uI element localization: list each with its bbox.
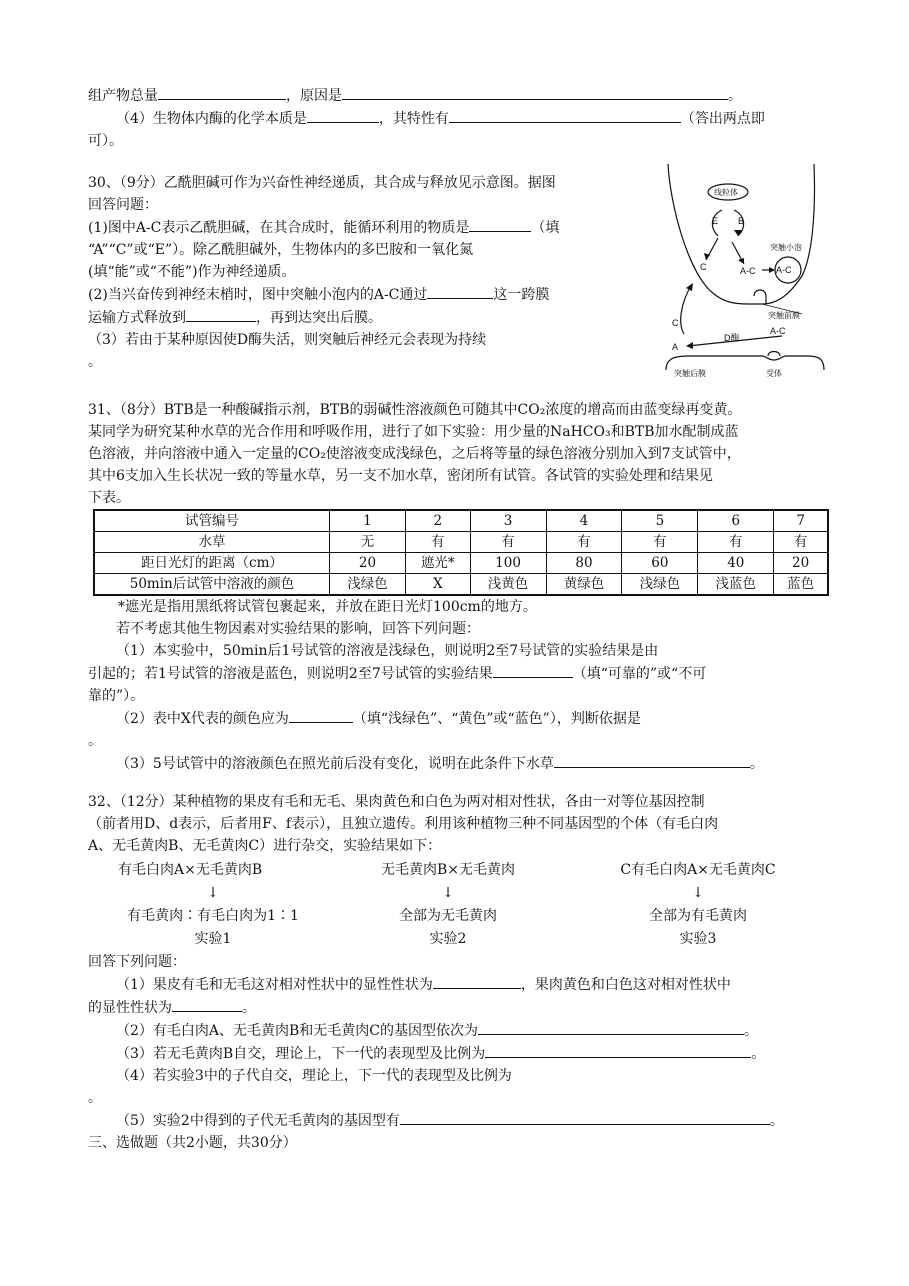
- q30-part3: （3）若由于某种原因使D酶失活，则突触后神经元会表现为持续: [88, 332, 487, 348]
- answer-blank[interactable]: [186, 306, 256, 322]
- table-note: *遮光是指用黑纸将试管包裹起来，并放在距日光灯100cm的地方。: [118, 599, 537, 615]
- answer-blank[interactable]: [342, 84, 728, 100]
- table-row: 水草 无 有 有 有 有 有 有: [94, 532, 828, 553]
- q29-part4: （4）生物体内酶的化学本质是 ，其特性有 （答出两点即: [88, 107, 828, 130]
- answer-blank[interactable]: [433, 973, 521, 989]
- q30-stem: 30、（9分）乙酰胆碱可作为兴奋性神经递质，其合成与释放见示意图。据图: [88, 175, 556, 191]
- q31-part3: （3）5号试管中的溶液颜色在照光前后没有变化，说明在此条件下水草 。: [88, 752, 828, 775]
- label-c-top: C: [700, 262, 707, 272]
- question-31: 31、（8分）BTB是一种酸碱指示剂，BTB的弱碱性溶液颜色可随其中CO₂浓度的增高而由蓝变绿再变黄。 某同学为研究某种水草的光合作用和呼吸作用，进行了如下实验：用少量的NaHCO₃和BTB加水配制成蓝 色溶液，并向溶液中通入一定量的CO₂使溶液变成浅绿色，之后将等量的绿色溶液分别加入到7支试管中， 其中6支加入生长状况一致的等量水草，另一支不加水草，密闭所有试管。各试管的实验处理和结果见 下表。 试管编号 1 2 3 4 5 6 7 水草 无 有 有 有 有 有 有 距日光灯的距离（cm） 20 遮光* 100 80 60 40 20 50min后试管中溶液的颜色 浅绿色 X 浅黄色 黄绿色 浅绿色 浅蓝色 蓝色 *遮光是指用黑纸将试管包裹起来，并放在距日光灯100cm的地方。 若不考虑其他生物因素对实验结果的影响，回答下列问题： （1）本实验中，50min后1号试管的溶液是浅绿色，则说明2至7号试管的实验结果是由 引起的；若1号试管的溶液是蓝色，则说明2至7号试管的实验结果 （填“可靠的”或“不可 靠的”）。 （2）表中X代表的颜色应为 （填“浅绿色”、“黄色”或“蓝色”），判断依据是 。 （3）5号试管中的溶液颜色在照光前后没有变化，说明在此条件下水草 。: [88, 399, 828, 775]
- answer-blank[interactable]: [554, 752, 750, 768]
- label-b: B: [738, 216, 745, 226]
- answer-blank[interactable]: [307, 107, 379, 123]
- table-row: 试管编号 1 2 3 4 5 6 7: [94, 510, 828, 532]
- answer-blank[interactable]: [427, 283, 493, 299]
- section-heading: 三、选做题（共2小题，共30分）: [88, 1135, 297, 1151]
- q32-part1: （1）果皮有毛和无毛这对相对性状中的显性性状为 ，果肉黄色和白色这对相对性状中: [88, 973, 828, 996]
- q30-part2: (2)当兴奋传到神经末梢时，图中突触小泡内的A-C通过 这一跨膜: [88, 283, 648, 306]
- q29-continuation: 组产物总量 ，原因是 。: [88, 84, 828, 107]
- q32-part5: （5）实验2中得到的子代无毛黄肉的基因型有 。: [88, 1109, 828, 1132]
- receptor-label: 受体: [766, 369, 782, 378]
- d-enzyme-label: D酶: [724, 333, 740, 343]
- label-ac-cleft: A-C: [770, 326, 786, 336]
- q32-part3: （3）若无毛黄肉B自交，理论上，下一代的表现型及比例为 。: [88, 1042, 828, 1065]
- table-row: 50min后试管中溶液的颜色 浅绿色 X 浅黄色 黄绿色 浅绿色 浅蓝色 蓝色: [94, 574, 828, 596]
- synapse-diagram: [662, 164, 830, 382]
- q29-part4-end: 可）。: [88, 133, 123, 149]
- answer-blank[interactable]: [172, 996, 242, 1012]
- label-a: A: [672, 342, 679, 352]
- presynaptic-membrane-label: 突触前膜: [768, 311, 800, 320]
- postsynaptic-membrane-label: 突触后膜: [674, 369, 706, 378]
- q30-part1: (1)图中A-C表示乙酰胆碱，在其合成时，能循环利用的物质是 （填: [88, 216, 648, 239]
- label-e: E: [712, 216, 719, 226]
- q31-part2: （2）表中X代表的颜色应为 （填“浅绿色”、“黄色”或“蓝色”），判断依据是: [88, 707, 828, 730]
- answer-blank[interactable]: [158, 84, 286, 100]
- answer-blank[interactable]: [449, 107, 681, 123]
- answer-blank[interactable]: [478, 1019, 744, 1035]
- answer-blank[interactable]: [289, 707, 353, 723]
- experiment-2: 无毛黄肉B×无毛黄肉 ↓ 全部为无毛黄肉 实验2: [380, 862, 516, 947]
- mitochondrion-label: 线粒体: [714, 188, 738, 197]
- label-ac-vesicle: A-C: [776, 265, 792, 275]
- experiment-3: C有毛白肉A×无毛黄肉C ↓ 全部为有毛黄肉 实验3: [620, 862, 776, 947]
- vesicle-label: 突触小泡: [770, 243, 802, 252]
- question-32: 32、（12分）某种植物的果皮有毛和无毛、果肉黄色和白色为两对相对性状，各由一对等位基因控制 （前者用D、d表示，后者用F、f表示），且独立遗传。利用该种植物三种不同基因型的个体（有毛白肉 A、无毛黄肉B、无毛黄肉C）进行杂交，实验结果如下： 有毛白肉A×无毛黄肉B ↓ 有毛黄肉∶有毛白肉为1∶1 实验1 无毛黄肉B×无毛黄肉 ↓ 全部为无毛黄肉 实验2 C有毛白肉A×无毛黄肉C ↓ 全部为有毛黄肉 实验3 回答下列问题： （1）果皮有毛和无毛这对相对性状中的显性性状为 ，果肉黄色和白色这对相对性状中 的显性性状为 。 （2）有毛白肉A、无毛黄肉B和无毛黄肉C的基因型依次为 。 （3）若无毛黄肉B自交，理论上，下一代的表现型及比例为 。 （4）若实验3中的子代自交，理论上，下一代的表现型及比例为 。 （5）实验2中得到的子代无毛黄肉的基因型有 。 三、选做题（共2小题，共30分）: [88, 791, 828, 1154]
- cross-experiments: [88, 859, 828, 951]
- table-row: 距日光灯的距离（cm） 20 遮光* 100 80 60 40 20: [94, 553, 828, 574]
- exam-page: [88, 84, 828, 1154]
- answer-blank[interactable]: [469, 216, 531, 232]
- q31-part1: （1）本实验中，50min后1号试管的溶液是浅绿色，则说明2至7号试管的实验结果是由: [116, 643, 659, 659]
- answer-blank[interactable]: [485, 1042, 751, 1058]
- experiment-1: 有毛白肉A×无毛黄肉B ↓ 有毛黄肉∶有毛白肉为1∶1 实验1: [118, 862, 299, 947]
- q32-part4: （4）若实验3中的子代自交，理论上，下一代的表现型及比例为: [116, 1068, 512, 1084]
- question-30: 30、（9分）乙酰胆碱可作为兴奋性神经递质，其合成与释放见示意图。据图 回答问题： (1)图中A-C表示乙酰胆碱，在其合成时，能循环利用的物质是 （填 “A”“C”或“E”）。除乙酰胆碱外，生物体内的多巴胺和一氧化氮 (填“能”或“不能”)作为神经递质。 (2)当兴奋传到神经末梢时，图中突触小泡内的A-C通过 这一跨膜 运输方式释放到 ，再到达突出后膜。 （3）若由于某种原因使D酶失活，则突触后神经元会表现为持续 。 线粒体 E B C A-C A-C 突触小泡 突触前膜 C D酶 A A-C 突触后膜 受体: [88, 172, 828, 373]
- q32-part2: （2）有毛白肉A、无毛黄肉B和无毛黄肉C的基因型依次为 。: [88, 1019, 828, 1042]
- label-c-left: C: [672, 318, 679, 328]
- label-ac-free: A-C: [740, 266, 756, 276]
- answer-blank[interactable]: [493, 662, 573, 678]
- experiment-table: [93, 509, 829, 596]
- answer-blank[interactable]: [400, 1109, 770, 1125]
